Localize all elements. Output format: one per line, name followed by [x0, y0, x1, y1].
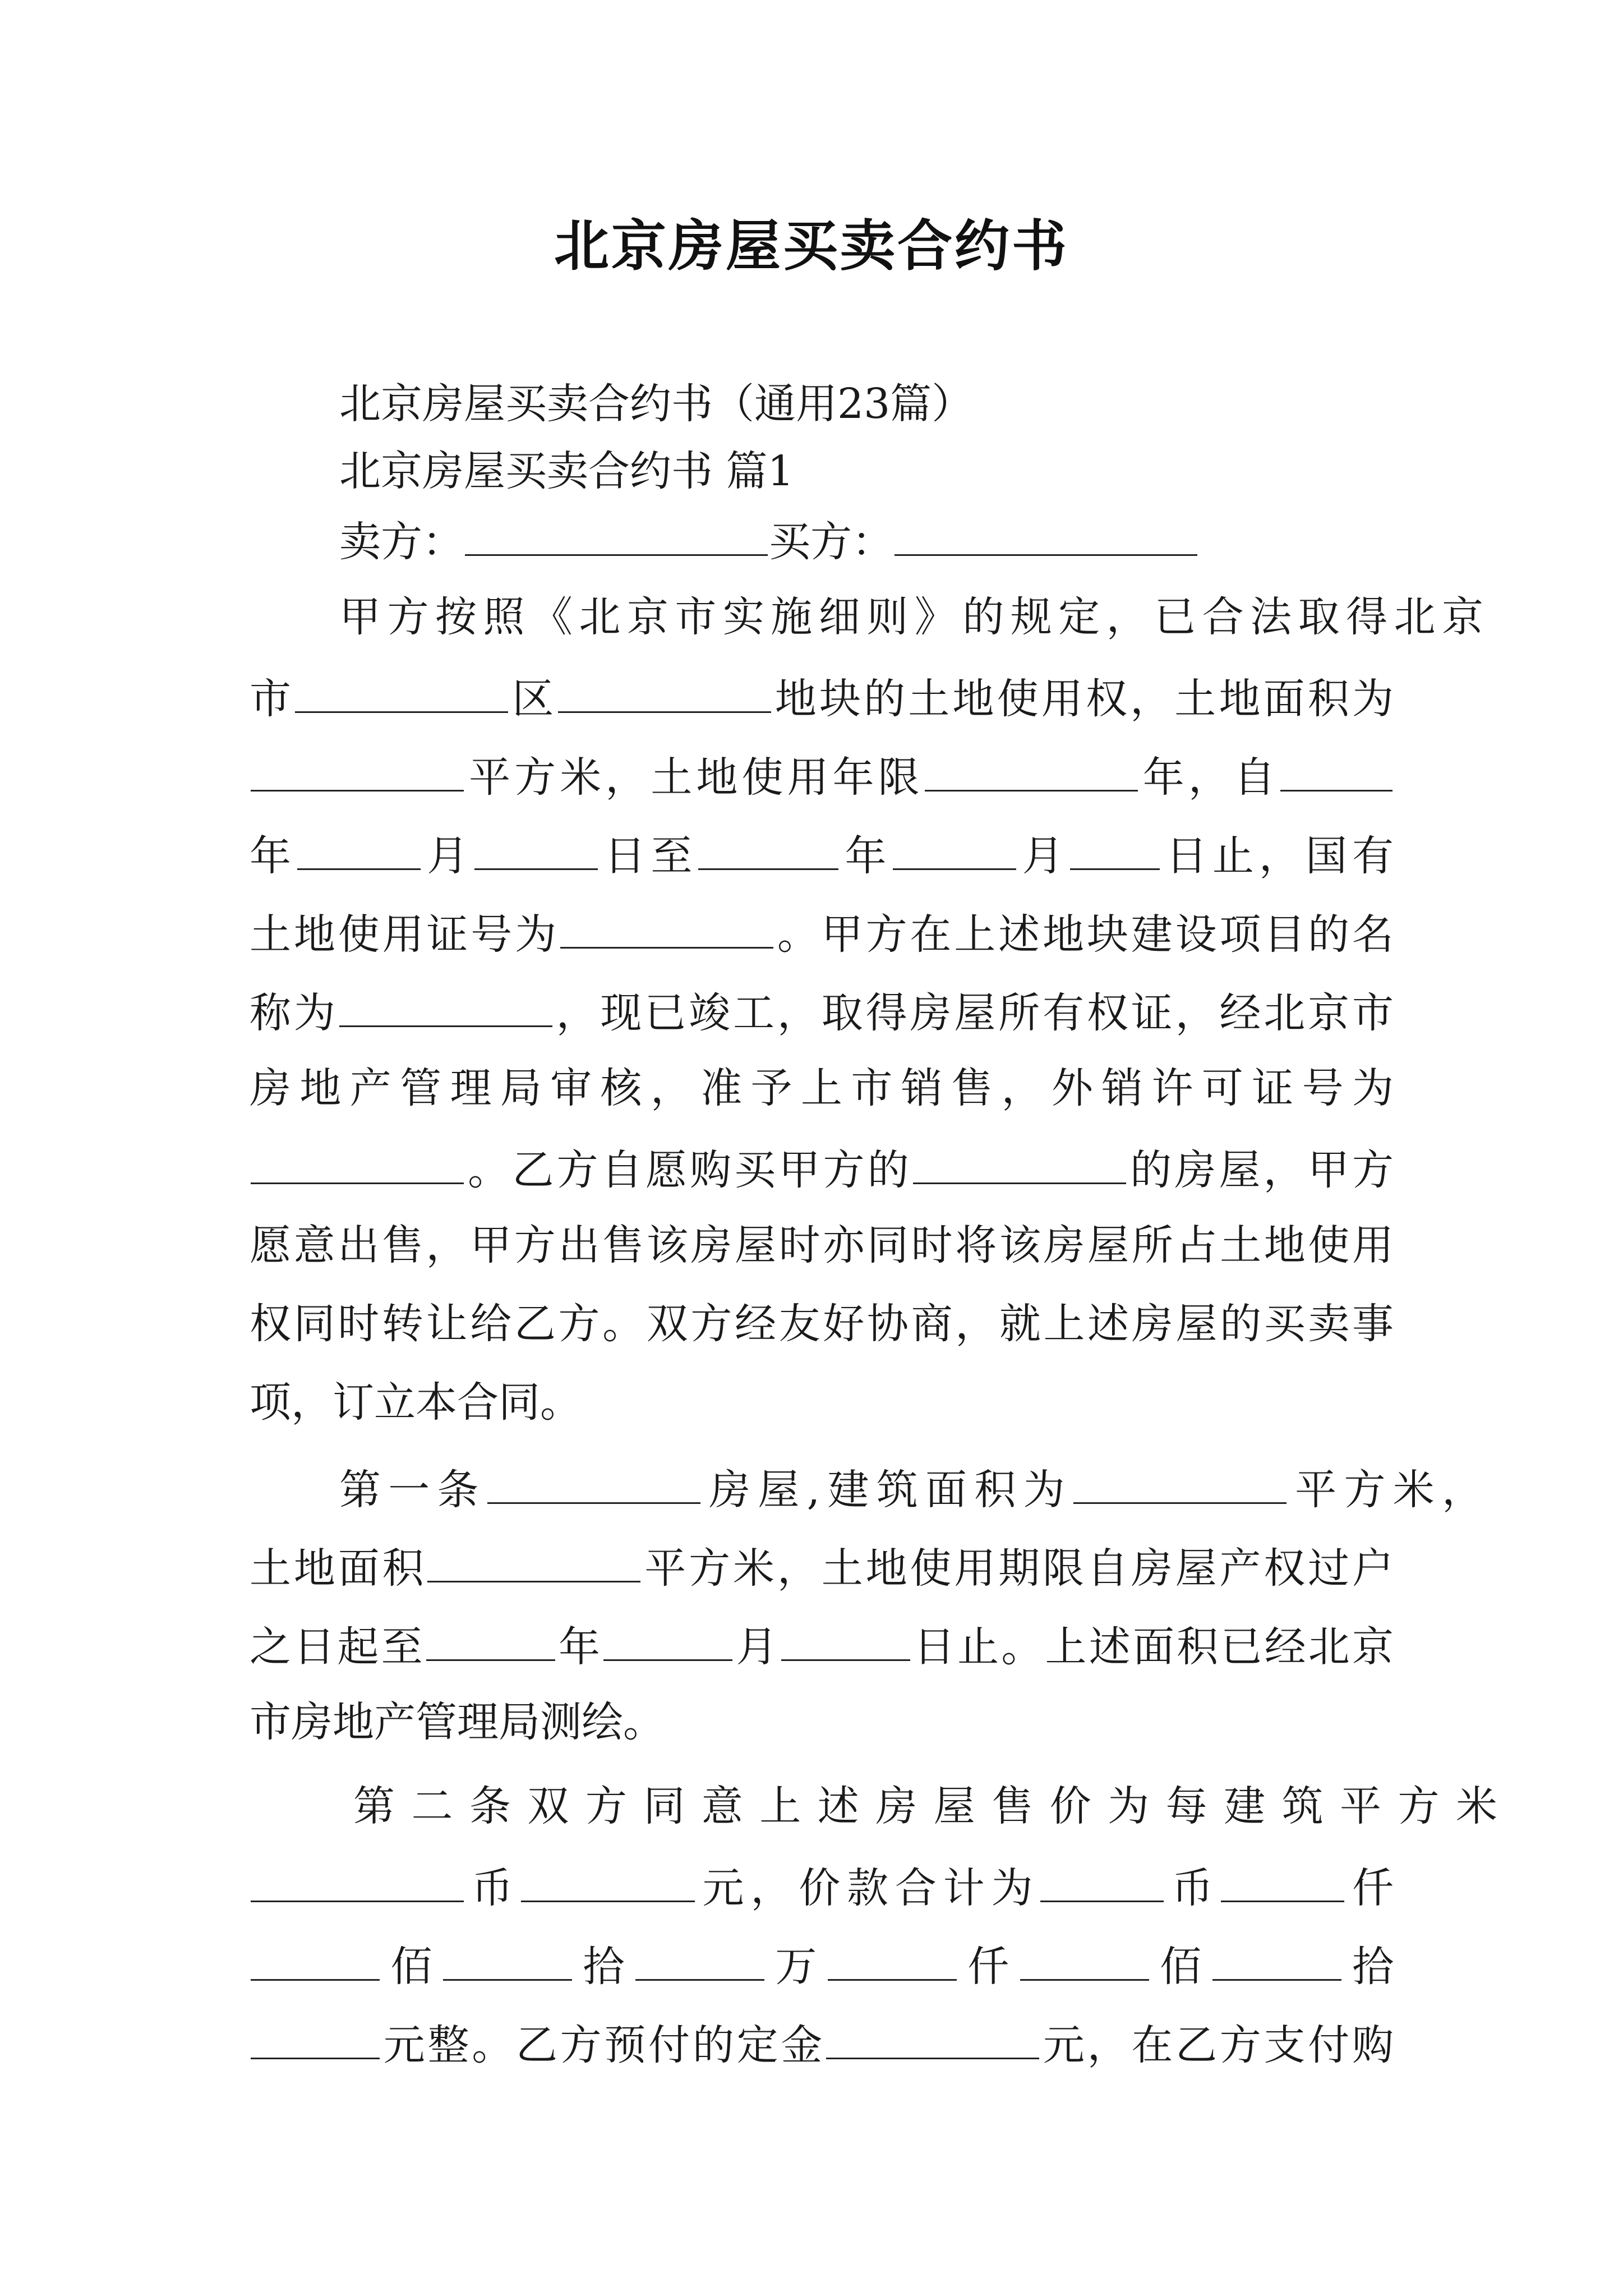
article-line: 市房地产管理局测绘。 — [250, 1698, 665, 1746]
article-line: 第二条双方同意上述房屋售价为每建筑平方米 — [353, 1782, 1497, 1830]
article-line: 土地面积 平方米，土地使用期限自房屋产权过户 — [250, 1537, 1394, 1593]
seller-label: 卖方： — [339, 518, 464, 566]
article-line: 元整。乙方预付的定金 元，在乙方支付购 — [250, 2014, 1394, 2070]
parties-line — [250, 510, 1483, 567]
paragraph-line: 项，订立本合同。 — [250, 1378, 582, 1427]
buyer-label: 买方： — [769, 518, 893, 566]
paragraph-line: 平方米，土地使用年限 年，自 — [250, 746, 1394, 802]
paragraph-line: 土地使用证号为 。甲方在上述地块建设项目的名 — [250, 903, 1394, 959]
article-line: 佰 拾 万 仟 佰 拾 — [250, 1935, 1394, 1991]
paragraph-line: 市 区 地块的土地使用权，土地面积为 — [250, 668, 1394, 724]
document-title: 北京房屋买卖合约书 — [554, 214, 1069, 278]
document-subtitle: 北京房屋买卖合约书（通用23篇） — [339, 380, 974, 428]
paragraph-line: 。乙方自愿购买甲方的 的房屋，甲方 — [250, 1139, 1394, 1195]
paragraph-line: 称为 ，现已竣工，取得房屋所有权证，经北京市 — [250, 982, 1394, 1038]
paragraph-line: 甲方按照《北京市实施细则》的规定，已合法取得北京 — [339, 593, 1483, 641]
paragraph-line: 房地产管理局审核，准予上市销售，外销许可证号为 — [250, 1064, 1394, 1112]
article-line: 币 元，价款合计为 币 仟 — [250, 1857, 1394, 1913]
buyer-blank — [895, 510, 1197, 556]
paragraph-line: 权同时转让给乙方。双方经友好协商，就上述房屋的买卖事 — [250, 1300, 1394, 1348]
article-line: 第一条 房屋,建筑面积为 平方米， — [250, 1458, 1483, 1515]
article-line: 之日起至 年 月 日止。上述面积已经北京 — [250, 1616, 1394, 1672]
seller-blank — [465, 510, 768, 556]
paragraph-line: 愿意出售，甲方出售该房屋时亦同时将该房屋所占土地使用 — [250, 1221, 1394, 1269]
section-heading: 北京房屋买卖合约书 篇1 — [339, 447, 794, 495]
paragraph-line: 年 月 日至 年 月 日止，国有 — [250, 825, 1394, 881]
